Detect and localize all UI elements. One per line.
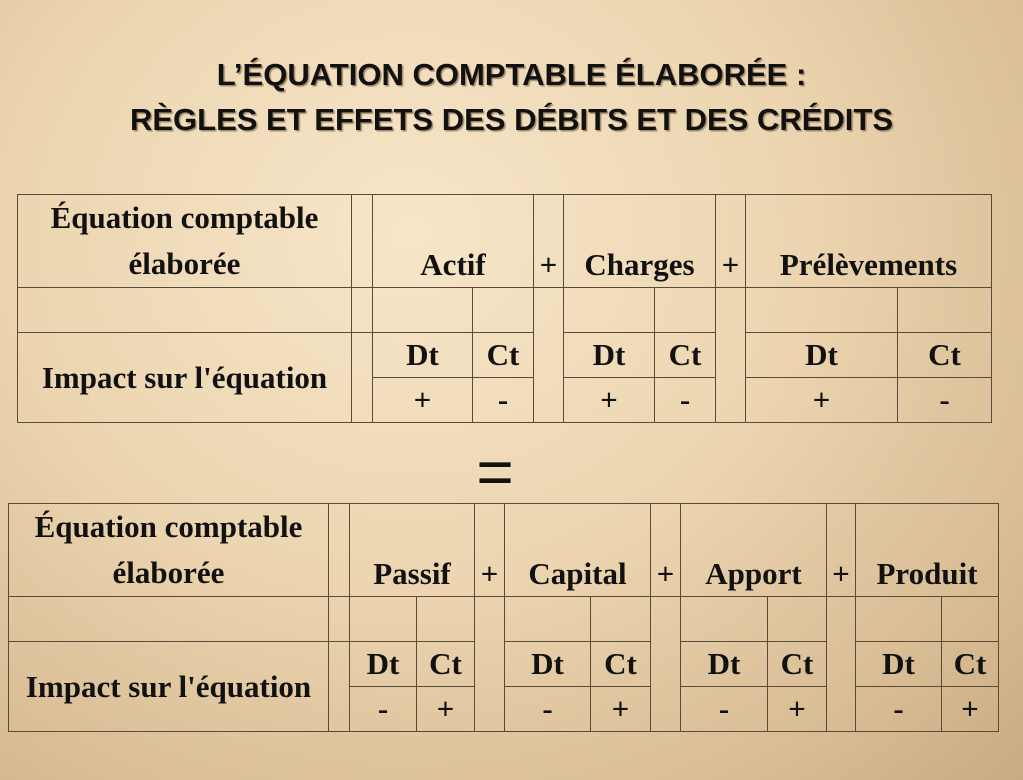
empty-cell	[329, 597, 350, 642]
empty-cell	[898, 288, 992, 333]
account-header-prelevements: Prélèvements	[746, 195, 992, 288]
equation-table-debit-side	[17, 194, 992, 423]
capital-credit-effect: +	[591, 687, 651, 732]
empty-cell	[350, 597, 417, 642]
title-line-1: L’ÉQUATION COMPTABLE ÉLABORÉE :	[216, 57, 807, 92]
empty-cell	[417, 597, 475, 642]
prelevements-credit-effect: -	[898, 378, 992, 423]
apport-debit-header: Dt	[681, 642, 768, 687]
empty-cell	[473, 288, 534, 333]
table1-dtct-row	[18, 333, 992, 378]
account-header-passif: Passif	[350, 504, 475, 597]
account-header-capital: Capital	[505, 504, 651, 597]
capital-debit-header: Dt	[505, 642, 591, 687]
apport-credit-effect: +	[768, 687, 827, 732]
actif-debit-effect: +	[373, 378, 473, 423]
empty-cell	[9, 597, 329, 642]
prelevements-credit-header: Ct	[898, 333, 992, 378]
produit-debit-header: Dt	[856, 642, 942, 687]
table1-impact-label: Impact sur l'équation	[18, 333, 352, 423]
charges-debit-effect: +	[564, 378, 655, 423]
actif-credit-effect: -	[473, 378, 534, 423]
empty-cell	[352, 288, 373, 333]
prelevements-debit-header: Dt	[746, 333, 898, 378]
table2-spacer-cell	[329, 642, 350, 732]
plus-sign: +	[827, 504, 856, 597]
plus-sign: +	[534, 195, 564, 288]
apport-debit-effect: -	[681, 687, 768, 732]
plus-column-cell	[534, 288, 564, 423]
empty-cell	[505, 597, 591, 642]
empty-cell	[18, 288, 352, 333]
empty-cell	[856, 597, 942, 642]
plus-sign: +	[475, 504, 505, 597]
account-header-actif: Actif	[373, 195, 534, 288]
table1-header-row	[18, 195, 992, 288]
empty-cell	[681, 597, 768, 642]
account-header-produit: Produit	[856, 504, 999, 597]
table1-spacer-cell	[352, 195, 373, 288]
slide-title	[0, 52, 1023, 142]
account-header-charges: Charges	[564, 195, 716, 288]
table2-spacer-cell	[329, 504, 350, 597]
actif-debit-header: Dt	[373, 333, 473, 378]
produit-credit-effect: +	[942, 687, 999, 732]
equation-table-credit-side	[8, 503, 999, 732]
table2-impact-label: Impact sur l'équation	[9, 642, 329, 732]
empty-cell	[373, 288, 473, 333]
passif-debit-header: Dt	[350, 642, 417, 687]
charges-credit-header: Ct	[655, 333, 716, 378]
table1-spacer-cell	[352, 333, 373, 423]
account-header-apport: Apport	[681, 504, 827, 597]
passif-credit-effect: +	[417, 687, 475, 732]
produit-credit-header: Ct	[942, 642, 999, 687]
plus-column-cell	[651, 597, 681, 732]
plus-column-cell	[475, 597, 505, 732]
actif-credit-header: Ct	[473, 333, 534, 378]
empty-cell	[768, 597, 827, 642]
plus-column-cell	[716, 288, 746, 423]
capital-debit-effect: -	[505, 687, 591, 732]
apport-credit-header: Ct	[768, 642, 827, 687]
plus-sign: +	[716, 195, 746, 288]
plus-sign: +	[651, 504, 681, 597]
prelevements-debit-effect: +	[746, 378, 898, 423]
table2-equation-label: Équation comptable élaborée	[9, 504, 329, 597]
title-line-2: RÈGLES ET EFFETS DES DÉBITS ET DES CRÉDITS	[129, 102, 894, 137]
table2-empty-row	[9, 597, 999, 642]
empty-cell	[746, 288, 898, 333]
empty-cell	[564, 288, 655, 333]
passif-credit-header: Ct	[417, 642, 475, 687]
empty-cell	[655, 288, 716, 333]
table2-header-row	[9, 504, 999, 597]
charges-debit-header: Dt	[564, 333, 655, 378]
empty-cell	[591, 597, 651, 642]
table1-empty-row	[18, 288, 992, 333]
plus-column-cell	[827, 597, 856, 732]
capital-credit-header: Ct	[591, 642, 651, 687]
empty-cell	[942, 597, 999, 642]
produit-debit-effect: -	[856, 687, 942, 732]
table1-equation-label: Équation comptable élaborée	[18, 195, 352, 288]
equals-sign: =	[476, 436, 514, 508]
charges-credit-effect: -	[655, 378, 716, 423]
passif-debit-effect: -	[350, 687, 417, 732]
